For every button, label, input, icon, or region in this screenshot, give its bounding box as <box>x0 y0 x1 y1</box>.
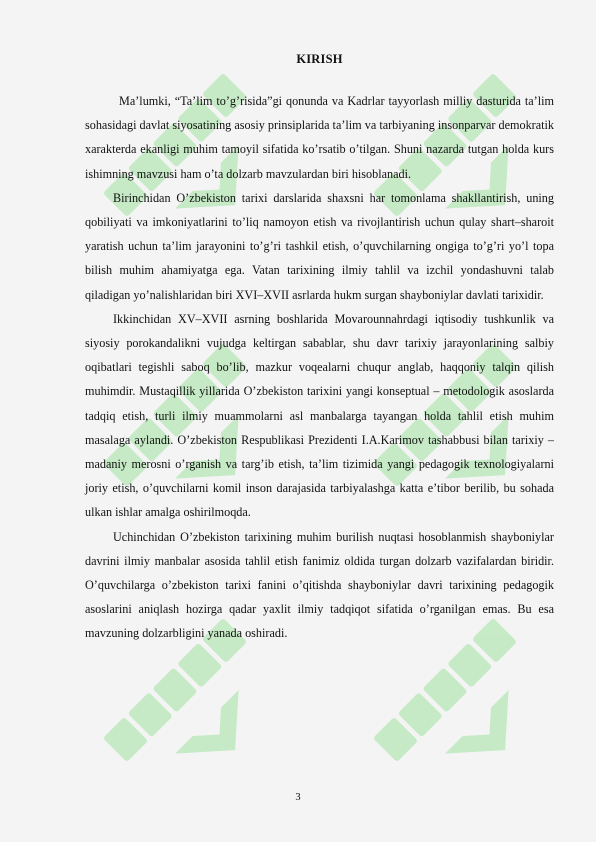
paragraph-second-point: Ikkinchidan XV–XVII asrning boshlarida Movarounnahrdagi iqtisodiy tushkunlik va siyosiy porokandalikni vujudga keltirgan sabablar, shu davr tarixiy jarayonlarining salbiy oqibatlari tegishli saboq bo’lib, mazkur voqealarni chuqur anglab, haqqoniy talqin qilish muhimdir. Mustaqillik yillarida O’zbekiston tarixini yangi konseptual – metodologik asoslarda tadqiq etish, turli ilmiy muammolarni asl manbalarga tayangan holda tahlil etish muhim masalaga aylandi. O’zbekiston Respublikasi Prezidenti I.A.Karimov tashabbusi bilan tarixiy – madaniy merosni o’rganish va targ’ib etish, ta’lim tizimida yangi pedagogik texnologiyalarni joriy etish, o’quvchilarni komil inson darajasida tarbiyalashga katta e’tibor berilib, bu sohada ulkan ishlar amalga oshirilmoqda. <box>85 311 554 520</box>
page-number: 3 <box>295 792 301 803</box>
page-title: KIRISH <box>296 52 343 66</box>
paragraph-first-point: Birinchidan O’zbekiston tarixi darslarida shaxsni har tomonlama shakllantirish, uning qobiliyati va imkoniyatlarini to’liq namoyon etish va rivojlantirish uchun qulay shart–sharoit yaratish uchun ta’lim jarayonini to’g’ri tashkil etish, o’quvchilarning ongiga to’g’ri yo’l topa bilish muhim ahamiyatga ega. Vatan tarixining ilmiy tahlil va izchil yondashuvni talab qiladigan yo’nalishlaridan biri XVI–XVII asrlarda hukm surgan shayboniylar davlati tarixidir. <box>85 190 554 302</box>
document-body <box>85 52 554 646</box>
paragraph-intro: Ma’lumki, “Ta’lim to’g’risida”gi qonunda va Kadrlar tayyorlash milliy dasturida ta’lim sohasidagi davlat siyosatining asosiy prinsiplarida ta’lim va tarbiyaning insonparvar demokratik xarakterda ekanligi muhim tamoyil sifatida ko’rsatib o’tilgan. Shuni nazarda tutgan holda kurs ishimning mavzusi ham o’ta dolzarb mavzulardan biri hisoblanadi. <box>85 94 554 181</box>
paragraph-third-point: Uchinchidan O’zbekiston tarixining muhim burilish nuqtasi hosoblanmish shayboniylar davrini ilmiy manbalar asosida tahlil etish fanimiz oldida turgan dolzarb vazifalardan biridir. O’quvchilarga o’zbekiston tarixi fanini o’qitishda shayboniylar davri tarixining pedagogik asoslarini aniqlash hozirga qadar yaxlit ilmiy tadqiqot sifatida o’rganilgan emas. Bu esa mavzuning dolzarbligini yanada oshiradi. <box>85 529 554 641</box>
